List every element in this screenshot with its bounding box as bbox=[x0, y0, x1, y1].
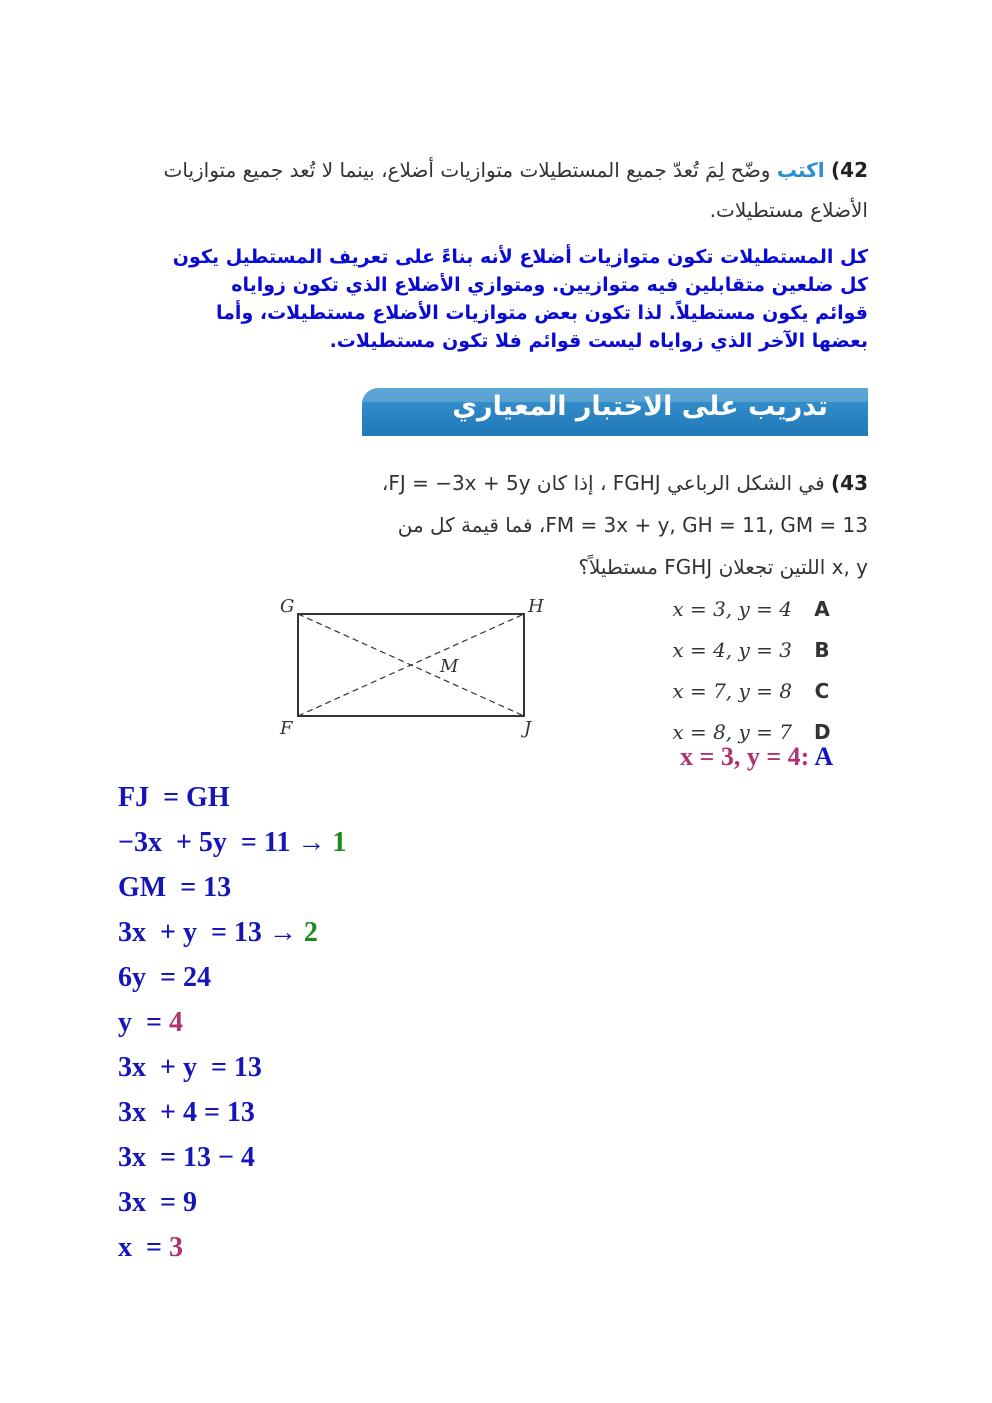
step-text: 6y = 24 bbox=[118, 962, 211, 993]
answer-choices bbox=[640, 588, 830, 752]
answer-line: كل المستطيلات تكون متوازيات أضلاع لأنه بناءً على تعريف المستطيل يكون bbox=[172, 246, 868, 268]
solution-steps bbox=[118, 775, 346, 1270]
step-text: x = bbox=[118, 1232, 169, 1263]
answer-line: قوائم يكون مستطيلاً. لذا تكون بعض متوازيات الأضلاع مستطيلات، وأما bbox=[216, 302, 868, 324]
answer-value: x = 3, y = 4: bbox=[680, 742, 810, 771]
question-line-1 bbox=[300, 462, 868, 504]
step-text: 3x = 9 bbox=[118, 1187, 197, 1218]
step-text: FJ = GH bbox=[118, 782, 230, 813]
question-line-2: FM = 3x + y, GH = 11, GM = 13، فما قيمة كل من bbox=[397, 513, 868, 537]
result-value: 3 bbox=[168, 1232, 183, 1263]
answer-42 bbox=[140, 243, 868, 355]
step-text: 3x + y = 13 → bbox=[118, 917, 304, 948]
step-line bbox=[118, 1045, 346, 1090]
step-text: −3x + 5y = 11 → bbox=[118, 827, 333, 858]
answer-letter: A bbox=[814, 742, 834, 771]
question-number: 42) bbox=[831, 158, 868, 182]
step-text: y = bbox=[118, 1007, 169, 1038]
question-42 bbox=[120, 150, 868, 230]
vertex-label-g: G bbox=[280, 596, 295, 617]
question-line-3: x, y اللتين تجعلان FGHJ مستطيلاً؟ bbox=[578, 555, 868, 579]
step-line bbox=[118, 820, 346, 865]
choice-value: x = 3, y = 4 bbox=[672, 596, 792, 621]
step-line bbox=[118, 865, 346, 910]
choice-letter: A bbox=[814, 596, 830, 621]
answer-line: كل ضلعين متقابلين فيه متوازيين. ومتوازي الأضلاع الذي تكون زواياه bbox=[231, 274, 868, 296]
step-line bbox=[118, 1090, 346, 1135]
result-value: 4 bbox=[168, 1007, 183, 1038]
step-line bbox=[118, 1225, 346, 1270]
step-line bbox=[118, 1135, 346, 1180]
choice-letter: B bbox=[814, 637, 830, 662]
section-banner bbox=[362, 388, 868, 436]
answer-line: بعضها الآخر الذي زواياه ليست قوائم فلا تكون مستطيلات. bbox=[329, 330, 868, 352]
question-text: في الشكل الرباعي FGHJ ، إذا كان FJ = −3x + 5y، bbox=[381, 471, 825, 495]
step-text: 3x + y = 13 bbox=[118, 1052, 262, 1083]
rectangle-figure bbox=[272, 592, 552, 740]
choice-a[interactable] bbox=[640, 588, 830, 629]
vertex-label-h: H bbox=[528, 596, 544, 617]
step-text: GM = 13 bbox=[118, 872, 232, 903]
choice-letter: D bbox=[814, 719, 831, 744]
step-line bbox=[118, 955, 346, 1000]
center-label-m: M bbox=[440, 656, 459, 677]
step-line bbox=[118, 775, 346, 820]
step-line bbox=[118, 1180, 346, 1225]
equation-number: 1 bbox=[332, 827, 347, 858]
choice-value: x = 7, y = 8 bbox=[672, 678, 792, 703]
choice-value: x = 4, y = 3 bbox=[672, 637, 792, 662]
step-line bbox=[118, 1000, 346, 1045]
vertex-label-j: J bbox=[524, 718, 532, 739]
step-text: 3x + 4 = 13 bbox=[118, 1097, 255, 1128]
question-text: وضّح لِمَ تُعدّ جميع المستطيلات متوازيات أضلاع، بينما لا تُعد جميع متوازيات الأضلاع مستطيلات. bbox=[163, 158, 868, 222]
question-43 bbox=[300, 462, 868, 588]
choice-c[interactable] bbox=[640, 670, 830, 711]
write-keyword: اكتب bbox=[776, 158, 825, 182]
choice-value: x = 8, y = 7 bbox=[672, 719, 792, 744]
choice-letter: C bbox=[814, 678, 830, 703]
selected-answer bbox=[680, 742, 833, 772]
step-text: 3x = 13 − 4 bbox=[118, 1142, 255, 1173]
equation-number: 2 bbox=[303, 917, 318, 948]
step-line bbox=[118, 910, 346, 955]
banner-title: تدريب على الاختبار المعياري bbox=[452, 391, 828, 422]
vertex-label-f: F bbox=[280, 718, 293, 739]
question-number: 43) bbox=[831, 471, 868, 495]
choice-b[interactable] bbox=[640, 629, 830, 670]
